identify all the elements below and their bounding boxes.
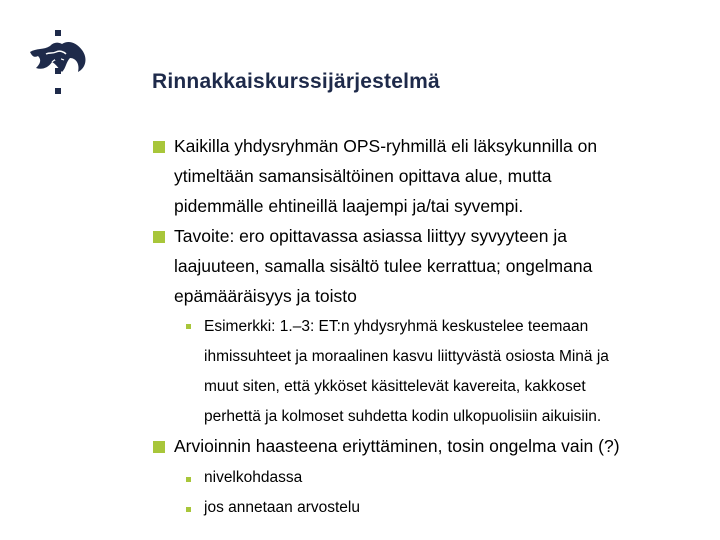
bullet-1-line-3: pidemmälle ehtineillä laajempi ja/tai syvempi. xyxy=(174,196,524,216)
sub-bullet-line-4: perhettä ja kolmoset suhdetta kodin ulkopuolisiin aikuisiin. xyxy=(204,408,602,425)
sub-bullet-marker xyxy=(186,324,191,329)
bullet-2-line-3: epämääräisyys ja toisto xyxy=(174,286,357,306)
slide-title: Rinnakkaiskurssijärjestelmä xyxy=(152,70,440,93)
bullet-1-line-1: Kaikilla yhdysryhmän OPS-ryhmillä eli läksykunnilla on xyxy=(174,136,598,156)
bullet-1-line-2: ytimeltään samansisältöinen opittava alue, mutta xyxy=(174,166,552,186)
bullet-3-line-1: Arvioinnin haasteena eriyttäminen, tosin ongelma vain (?) xyxy=(174,436,620,456)
sub-bullet-line-1: Esimerkki: 1.–3: ET:n yhdysryhmä keskustelee teemaan xyxy=(204,318,589,335)
sub-bullet-line-2: ihmissuhteet ja moraalinen kasvu liittyvästä osiosta Minä ja xyxy=(204,348,609,365)
bullet-marker xyxy=(153,141,165,153)
sub-bullet-marker xyxy=(186,477,191,482)
sub-bullet-marker xyxy=(186,507,191,512)
sub-bullet-arvostelu: jos annetaan arvostelu xyxy=(204,499,360,516)
sub-bullet-line-3: muut siten, että ykköset käsittelevät kavereita, kakkoset xyxy=(204,378,586,395)
sub-bullet-nivelkohdassa: nivelkohdassa xyxy=(204,469,303,486)
bullet-marker xyxy=(153,441,165,453)
bullet-marker xyxy=(153,231,165,243)
bullet-2-line-1: Tavoite: ero opittavassa asiassa liittyy syvyyteen ja xyxy=(174,226,567,246)
bullet-2-line-2: laajuuteen, samalla sisältö tulee kerrattua; ongelmana xyxy=(174,256,593,276)
